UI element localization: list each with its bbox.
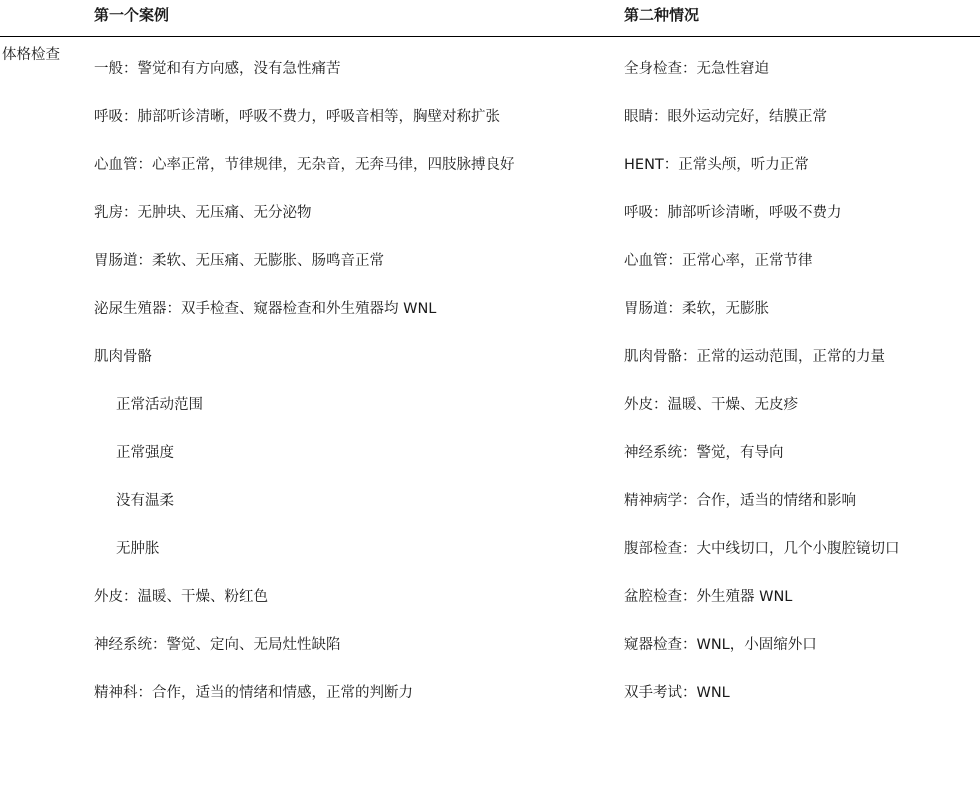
finding-item: 一般：警觉和有方向感，没有急性痛苦 xyxy=(94,60,341,77)
table-header-row xyxy=(0,0,980,36)
finding-item: 外皮：温暖、干燥、无皮疹 xyxy=(624,396,798,413)
finding-item: 神经系统：警觉、定向、无局灶性缺陷 xyxy=(94,636,341,653)
row-label-physical-exam: 体格检查 xyxy=(2,46,60,63)
header-case-two: 第二种情况 xyxy=(620,0,980,36)
finding-item: 没有温柔 xyxy=(116,492,174,509)
finding-item: 泌尿生殖器：双手检查、窥器检查和外生殖器均 WNL xyxy=(94,300,437,317)
table-row xyxy=(0,36,980,717)
header-case-one: 第一个案例 xyxy=(88,0,620,36)
finding-item: 窥器检查：WNL，小固缩外口 xyxy=(624,636,817,653)
finding-item: 正常强度 xyxy=(116,444,174,461)
case-two-findings-list xyxy=(620,37,980,717)
cell-case-two xyxy=(620,36,980,717)
case-one-findings-list xyxy=(88,37,620,717)
finding-item: 外皮：温暖、干燥、粉红色 xyxy=(94,588,268,605)
finding-item: HENT：正常头颅，听力正常 xyxy=(624,156,809,173)
table-body xyxy=(0,36,980,717)
finding-item: 眼睛：眼外运动完好，结膜正常 xyxy=(624,108,827,125)
finding-item: 正常活动范围 xyxy=(116,396,203,413)
finding-item: 精神病学：合作，适当的情绪和影响 xyxy=(624,492,856,509)
finding-item: 呼吸：肺部听诊清晰，呼吸不费力，呼吸音相等，胸壁对称扩张 xyxy=(94,108,500,125)
finding-item: 肌肉骨骼：正常的运动范围，正常的力量 xyxy=(624,348,885,365)
finding-item: 全身检查：无急性窘迫 xyxy=(624,60,769,77)
finding-item: 双手考试：WNL xyxy=(624,684,730,701)
table-header xyxy=(0,0,980,36)
header-label-column xyxy=(0,0,88,36)
finding-item: 心血管：正常心率，正常节律 xyxy=(624,252,813,269)
finding-item: 心血管：心率正常，节律规律，无杂音，无奔马律，四肢脉搏良好 xyxy=(94,156,515,173)
finding-item: 胃肠道：柔软、无压痛、无膨胀、肠鸣音正常 xyxy=(94,252,384,269)
finding-item: 乳房：无肿块、无压痛、无分泌物 xyxy=(94,204,312,221)
finding-item: 无肿胀 xyxy=(116,540,160,557)
cell-case-one xyxy=(88,36,620,717)
finding-item: 神经系统：警觉，有导向 xyxy=(624,444,784,461)
finding-item: 胃肠道：柔软，无膨胀 xyxy=(624,300,769,317)
finding-item: 呼吸：肺部听诊清晰，呼吸不费力 xyxy=(624,204,842,221)
finding-item: 腹部检查：大中线切口，几个小腹腔镜切口 xyxy=(624,540,900,557)
finding-item: 肌肉骨骼 xyxy=(94,348,152,365)
finding-item: 盆腔检查：外生殖器 WNL xyxy=(624,588,793,605)
finding-item: 精神科：合作，适当的情绪和情感，正常的判断力 xyxy=(94,684,413,701)
